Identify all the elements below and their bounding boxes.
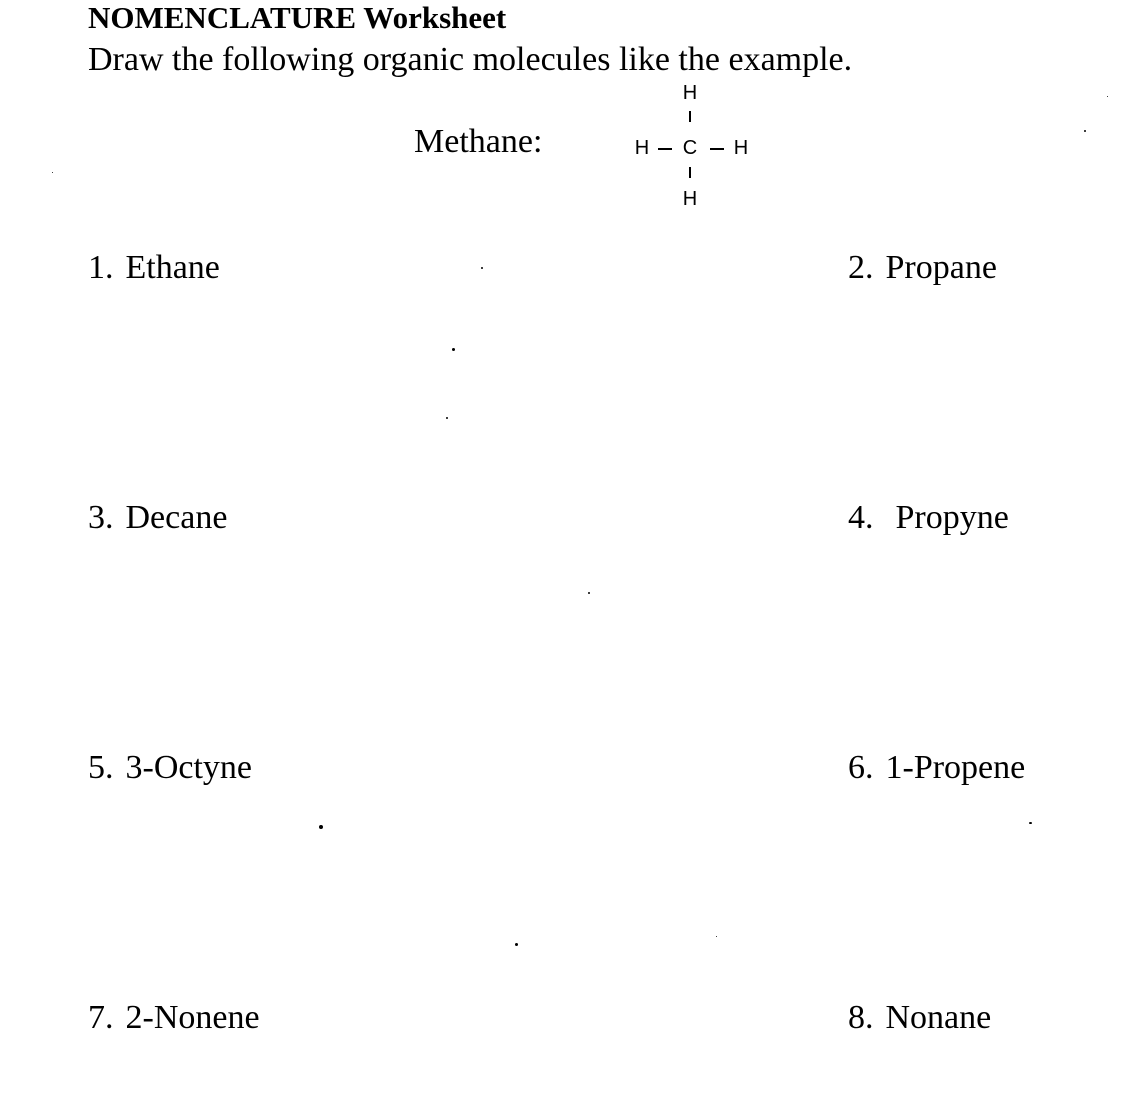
- item-number: 8.: [848, 999, 874, 1036]
- scan-speck: [481, 267, 483, 269]
- scan-speck: [452, 348, 455, 351]
- example-label: Methane:: [414, 123, 543, 160]
- item-2: [848, 248, 997, 288]
- item-number: 4.: [848, 499, 874, 536]
- item-5: [88, 748, 252, 788]
- scan-speck: [319, 825, 323, 829]
- item-number: 1.: [88, 249, 114, 286]
- item-number: 2.: [848, 249, 874, 286]
- item-8: [848, 998, 991, 1038]
- item-name: Decane: [125, 499, 228, 536]
- worksheet-title: NOMENCLATURE Worksheet: [88, 0, 507, 35]
- instructions: Draw the following organic molecules like the example.: [88, 41, 853, 78]
- bond-right: [710, 148, 724, 150]
- item-name: Ethane: [125, 249, 220, 286]
- item-name: Propane: [885, 249, 997, 286]
- scan-speck: [588, 592, 590, 594]
- atom-h-left: H: [634, 137, 650, 159]
- bond-bottom: [689, 167, 691, 178]
- scan-speck: [1107, 96, 1108, 97]
- atom-h-bottom: H: [682, 188, 698, 210]
- item-4: [848, 498, 1009, 538]
- scan-speck: [515, 943, 518, 946]
- scan-speck: [52, 172, 53, 173]
- methane-structure: [630, 80, 760, 210]
- item-name: 1-Propene: [885, 749, 1026, 786]
- item-7: [88, 998, 260, 1038]
- scan-speck: [1029, 822, 1032, 824]
- atom-h-right: H: [733, 137, 749, 159]
- item-name: 2-Nonene: [125, 999, 260, 1036]
- atom-h-top: H: [682, 82, 698, 104]
- scan-speck: [1084, 130, 1086, 132]
- atom-c-center: C: [682, 137, 698, 159]
- item-name: Propyne: [895, 499, 1009, 536]
- item-6: [848, 748, 1025, 788]
- item-number: 7.: [88, 999, 114, 1036]
- item-number: 6.: [848, 749, 874, 786]
- item-1: [88, 248, 220, 288]
- item-number: 3.: [88, 499, 114, 536]
- item-3: [88, 498, 227, 538]
- bond-left: [658, 148, 672, 150]
- item-name: Nonane: [885, 999, 992, 1036]
- scan-speck: [446, 417, 448, 419]
- item-number: 5.: [88, 749, 114, 786]
- scan-speck: [716, 936, 717, 937]
- bond-top: [689, 111, 691, 122]
- item-name: 3-Octyne: [125, 749, 253, 786]
